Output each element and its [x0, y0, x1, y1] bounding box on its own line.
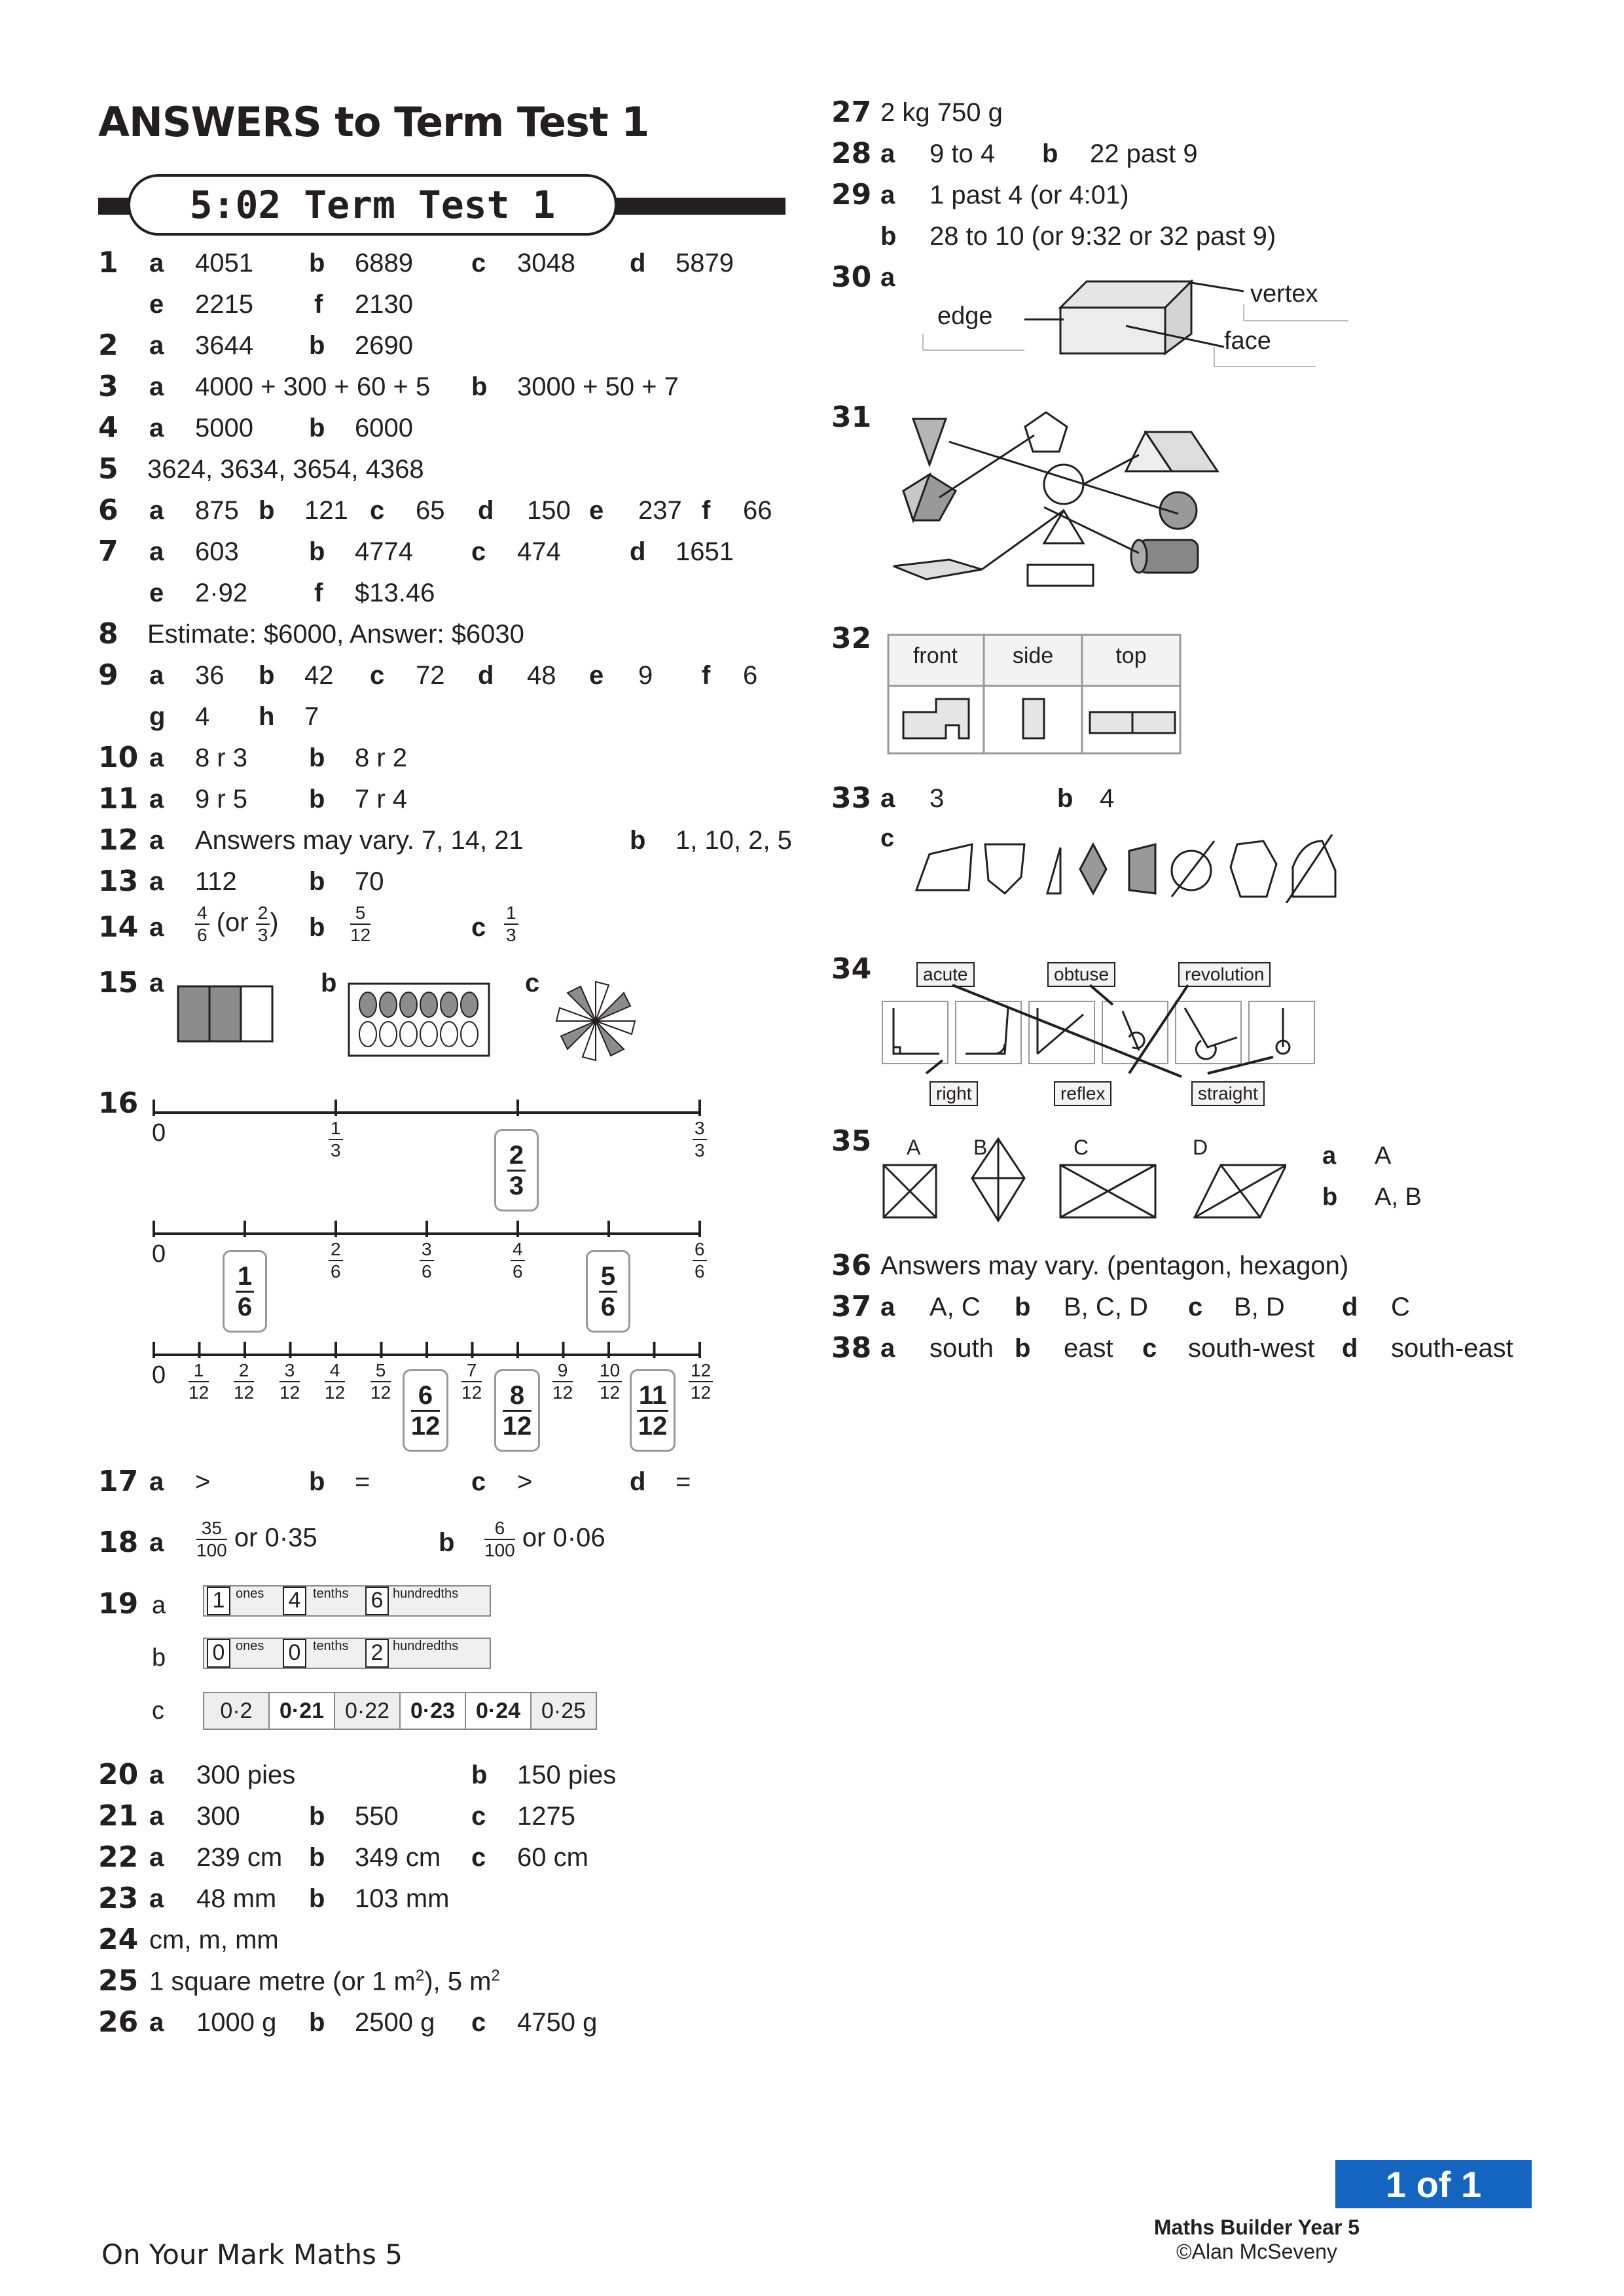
tick-label: $\frac{10}{12}$	[598, 1361, 622, 1402]
part-letter: b	[309, 1802, 325, 1831]
question-number: 34	[831, 952, 872, 986]
angle-tag: straight	[1191, 1081, 1265, 1106]
question-number: 10	[98, 741, 139, 774]
part-letter: e	[589, 496, 604, 525]
part-letter: a	[149, 537, 164, 566]
question-number: 30	[831, 260, 872, 294]
question-number: 25	[98, 1964, 139, 1998]
answer-value: 7	[304, 702, 319, 731]
answer-value: 3048	[517, 249, 575, 278]
question-number: 13	[98, 865, 139, 898]
quadrilateral-diagonals-diagram	[880, 1132, 1286, 1230]
sequence-cell: 0·22	[334, 1693, 400, 1729]
answer-value: 103 mm	[355, 1884, 450, 1913]
part-letter: c	[880, 825, 895, 852]
answer-fraction-box: $\frac{2}{3}$	[494, 1129, 539, 1211]
answer-value: 2215	[195, 290, 253, 319]
angle-tag: revolution	[1178, 962, 1271, 987]
part-letter: b	[1057, 784, 1074, 813]
answer-value	[350, 904, 370, 944]
sequence-cell: 0·21	[269, 1693, 334, 1729]
answer-value: cm, m, mm	[149, 1926, 279, 1954]
tick-label: $\frac{9}{12}$	[552, 1360, 573, 1403]
question-number: 38	[831, 1331, 872, 1365]
question-number: 9	[98, 658, 118, 692]
edge-label: edge	[937, 302, 993, 330]
part-letter: b	[439, 1528, 455, 1557]
part-letter: d	[630, 249, 646, 278]
part-letter: c	[152, 1697, 164, 1725]
tick-label: $\frac{4}{6}$	[511, 1240, 525, 1281]
question-number: 6	[98, 493, 118, 527]
digit-box: 2	[365, 1639, 389, 1668]
place-label: ones	[236, 1639, 264, 1653]
part-letter: a	[149, 414, 164, 442]
question-number: 36	[831, 1249, 872, 1282]
part-letter: a	[149, 1802, 164, 1831]
angle-tag: right	[929, 1081, 978, 1106]
question-number: 4	[98, 411, 118, 444]
question-number: 5	[98, 452, 118, 486]
answer-value: A	[1375, 1142, 1392, 1170]
question-number: 15	[98, 966, 139, 999]
part-letter: a	[149, 1528, 164, 1557]
answer-value: 3644	[195, 331, 253, 360]
view-header: top	[1115, 643, 1147, 668]
answer-value: 875	[195, 496, 239, 525]
answer-value: south	[929, 1334, 994, 1363]
angle-tag: acute	[916, 962, 975, 987]
answer-value: 9 r 5	[195, 785, 248, 814]
answer-value: 1651	[676, 537, 734, 566]
part-letter: d	[1342, 1293, 1358, 1321]
part-letter: a	[149, 913, 164, 942]
part-letter: b	[309, 744, 325, 772]
part-letter: a	[152, 1592, 166, 1619]
part-letter: a	[149, 661, 164, 690]
part-letter: c	[471, 1467, 486, 1496]
answer-value: A, B	[1375, 1183, 1422, 1211]
answer-fraction-box: $\frac{11}{12}$	[630, 1369, 676, 1452]
answer-value: 48	[527, 661, 556, 690]
part-letter: b	[1015, 1334, 1031, 1363]
answer-value: 4	[195, 702, 210, 731]
answer-value: 237	[638, 496, 682, 525]
vertex-label: vertex	[1250, 280, 1318, 308]
answer-value: 4	[1100, 784, 1115, 813]
page-title: ANSWERS to Term Test 1	[98, 98, 649, 146]
part-letter: b	[321, 969, 337, 997]
answer-value: =	[355, 1467, 370, 1496]
answer-value: $\frac{35}{100}$ or 0·35	[196, 1518, 317, 1560]
answer-value: 8 r 2	[355, 744, 408, 772]
part-letter: a	[149, 1884, 164, 1913]
place-value-row-a	[203, 1584, 491, 1618]
zero-label: 0	[152, 1119, 166, 1147]
part-letter: a	[1322, 1142, 1337, 1170]
digit-box: 6	[365, 1587, 389, 1615]
fraction-bar-diagram	[177, 985, 275, 1044]
part-letter: b	[309, 913, 325, 942]
tick-label: $\frac{1}{12}$	[189, 1360, 209, 1403]
part-letter: a	[880, 139, 895, 168]
answer-value: $\frac{6}{100}$ or 0·06	[484, 1518, 605, 1560]
answer-value: 3	[929, 784, 945, 813]
part-letter: a	[149, 867, 164, 896]
part-letter: c	[370, 496, 385, 525]
question-number: 23	[98, 1882, 139, 1915]
shape-label: D	[1193, 1136, 1208, 1159]
part-letter: b	[309, 1467, 325, 1496]
part-letter: b	[1042, 139, 1058, 168]
question-number: 3	[98, 370, 118, 403]
answer-value: 474	[517, 537, 561, 566]
part-letter: b	[309, 2008, 325, 2037]
part-letter: d	[630, 537, 646, 566]
part-letter: a	[880, 1293, 895, 1321]
part-letter: a	[149, 331, 164, 360]
tick-label: $\frac{7}{12}$	[461, 1360, 482, 1403]
answer-value: >	[195, 1467, 211, 1496]
part-letter: b	[309, 331, 325, 360]
answer-value: 9 to 4	[929, 139, 996, 168]
answer-value: 6	[743, 661, 758, 690]
answer-value: B, D	[1234, 1293, 1285, 1321]
part-letter: b	[630, 826, 646, 855]
answer-value: 2130	[355, 290, 413, 319]
part-letter: b	[309, 1843, 325, 1872]
answer-value: 6889	[355, 249, 413, 278]
tick-label: $\frac{3}{3}$	[693, 1119, 707, 1160]
answer-value: Estimate: $6000, Answer: $6030	[147, 620, 524, 649]
answer-value: 300 pies	[196, 1761, 296, 1789]
question-number: 11	[98, 782, 139, 816]
place-label: hundredths	[393, 1639, 459, 1653]
shape-label: C	[1074, 1136, 1089, 1159]
page-number-badge: 1 of 1	[1335, 2160, 1532, 2208]
answer-value: 1275	[517, 1802, 575, 1831]
part-letter: b	[152, 1644, 166, 1672]
series-name: On Your Mark Maths 5	[101, 2238, 403, 2270]
part-letter: d	[630, 1467, 646, 1496]
question-number: 18	[98, 1526, 139, 1559]
question-number: 2	[98, 329, 118, 362]
part-letter: b	[309, 537, 325, 566]
answer-value: 4774	[355, 537, 413, 566]
part-letter: b	[1015, 1293, 1031, 1321]
part-letter: h	[259, 702, 275, 731]
part-letter: b	[309, 867, 325, 896]
answer-fraction-box: $\frac{8}{12}$	[494, 1369, 540, 1452]
shape-label: A	[907, 1136, 921, 1159]
answer-fraction-box: $\frac{5}{6}$	[586, 1250, 630, 1333]
answer-value: 150	[527, 496, 571, 525]
answer-value: 121	[304, 496, 348, 525]
answer-value: 4051	[195, 249, 253, 278]
answer-value: 349 cm	[355, 1843, 441, 1872]
tick-label: $\frac{1}{3}$	[329, 1119, 343, 1160]
part-letter: b	[309, 249, 325, 278]
answer-value: >	[517, 1467, 533, 1496]
answer-value: 36	[195, 661, 225, 690]
fraction: $\frac{1}{3}$	[504, 904, 518, 944]
part-letter: c	[471, 1802, 486, 1831]
part-letter: b	[259, 661, 275, 690]
place-value-row-b	[203, 1636, 491, 1670]
answer-value: 4000 + 300 + 60 + 5	[195, 372, 431, 401]
answer-value: 3624, 3634, 3654, 4368	[147, 455, 424, 484]
pinwheel-diagram	[553, 978, 638, 1064]
answer-value: 150 pies	[517, 1761, 617, 1789]
part-letter: f	[702, 661, 711, 690]
part-letter: b	[309, 785, 325, 814]
answer-value: 70	[355, 867, 384, 896]
place-label: tenths	[313, 1639, 349, 1653]
answer-value: 48 mm	[196, 1884, 277, 1913]
cut-shapes-diagram	[910, 831, 1355, 903]
author-credit: ©Alan McSeveny	[1176, 2240, 1337, 2263]
shape-matching-diagram	[877, 406, 1283, 596]
view-header: side	[1012, 643, 1054, 668]
question-number: 19	[98, 1587, 139, 1621]
answer-value: 1 past 4 (or 4:01)	[929, 181, 1129, 209]
answer-value: =	[676, 1467, 691, 1496]
tick-label: $\frac{3}{12}$	[280, 1360, 300, 1403]
part-letter: a	[880, 263, 895, 292]
answer-value: 5000	[195, 414, 253, 442]
book-title: Maths Builder Year 5	[1153, 2215, 1360, 2239]
part-letter: a	[149, 1843, 164, 1872]
answer-value: 112	[195, 867, 237, 896]
part-letter: a	[880, 181, 895, 209]
sequence-cell: 0·24	[465, 1693, 531, 1729]
question-number: 16	[98, 1086, 139, 1120]
answer-value: south-east	[1391, 1334, 1513, 1363]
part-letter: c	[471, 2008, 486, 2037]
question-number: 24	[98, 1923, 139, 1956]
part-letter: d	[478, 661, 494, 690]
answer-value: 239 cm	[196, 1843, 283, 1872]
answer-value: south-west	[1188, 1334, 1315, 1363]
sequence-cell: 0·25	[531, 1693, 596, 1729]
question-number: 8	[98, 617, 118, 651]
answer-value: 28 to 10 (or 9:32 or 32 past 9)	[929, 222, 1276, 251]
question-number: 32	[831, 622, 872, 655]
part-letter: f	[314, 579, 323, 607]
part-letter: e	[149, 579, 164, 607]
part-letter: a	[149, 2008, 164, 2037]
answer-value: 4750 g	[517, 2008, 598, 2037]
question-number: 7	[98, 535, 118, 568]
answer-value: 9	[638, 661, 653, 690]
answer-value: 6000	[355, 414, 413, 442]
question-number: 17	[98, 1465, 139, 1498]
part-letter: f	[314, 290, 323, 319]
answer-value: 603	[195, 537, 239, 566]
part-letter: a	[880, 1334, 895, 1363]
face-label: face	[1224, 327, 1271, 355]
oval-array-diagram	[347, 982, 491, 1059]
views-table	[887, 634, 1182, 755]
answer-value: 2 kg 750 g	[880, 98, 1003, 127]
digit-box: 1	[207, 1587, 230, 1615]
sequence-cell: 0·23	[400, 1693, 465, 1729]
part-letter: b	[309, 414, 325, 442]
question-number: 33	[831, 781, 872, 815]
part-letter: a	[149, 785, 164, 814]
answer-value: C	[1391, 1293, 1410, 1321]
question-number: 14	[98, 910, 139, 944]
tick-label: $\frac{4}{12}$	[325, 1360, 346, 1403]
question-number: 20	[98, 1758, 139, 1791]
part-letter: a	[149, 372, 164, 401]
question-number: 26	[98, 2005, 139, 2039]
answer-value: 1000 g	[196, 2008, 277, 2037]
angle-tag: obtuse	[1047, 962, 1115, 987]
part-letter: b	[880, 222, 897, 251]
answer-value: 42	[304, 661, 334, 690]
answer-value: 550	[355, 1802, 399, 1831]
angle-matching-diagram	[880, 982, 1326, 1093]
answer-fraction-box: $\frac{1}{6}$	[223, 1250, 267, 1333]
answer-value: 2500 g	[355, 2008, 435, 2037]
digit-box: 0	[283, 1639, 306, 1668]
section-header	[98, 171, 785, 234]
digit-box: 0	[207, 1639, 230, 1668]
part-letter: g	[149, 702, 166, 731]
question-number: 29	[831, 178, 872, 211]
part-letter: c	[471, 1843, 486, 1872]
answer-value: east	[1064, 1334, 1113, 1363]
part-letter: e	[149, 290, 164, 319]
zero-label: 0	[152, 1361, 166, 1389]
answer-value: 8 r 3	[195, 744, 248, 772]
tick-label: $\frac{2}{12}$	[234, 1360, 255, 1403]
answer-value: B, C, D	[1064, 1293, 1148, 1321]
part-letter: c	[471, 913, 486, 942]
answer-value: $13.46	[355, 579, 435, 607]
part-letter: a	[149, 1467, 164, 1496]
tick-label: $\frac{3}{6}$	[420, 1240, 434, 1281]
tick-label: $\frac{6}{6}$	[693, 1240, 707, 1281]
answer-value: 1, 10, 2, 5	[676, 826, 792, 855]
answer-value: 5879	[676, 249, 734, 278]
answer-value: A, C	[929, 1293, 981, 1321]
question-number: 31	[831, 401, 872, 434]
part-letter: b	[309, 1884, 325, 1913]
book-credit	[1142, 2215, 1371, 2264]
answer-fraction-box: $\frac{6}{12}$	[403, 1369, 448, 1452]
question-number: 21	[98, 1799, 139, 1833]
part-letter: a	[880, 784, 895, 813]
part-letter: b	[1322, 1183, 1338, 1211]
part-letter: a	[149, 744, 164, 772]
answer-value: 1 square metre (or 1 $m^2$), 5 $m^2$	[149, 1967, 500, 1996]
question-number: 12	[98, 823, 139, 857]
part-letter: a	[149, 249, 164, 278]
answer-value	[504, 904, 518, 944]
part-letter: c	[370, 661, 385, 690]
answer-value: 60 cm	[517, 1843, 588, 1872]
answer-value: $\frac{4}{6}$ (or $\frac{2}{3}$ )	[195, 904, 279, 944]
place-label: ones	[236, 1587, 264, 1601]
answer-value: 2690	[355, 331, 413, 360]
part-letter: c	[471, 249, 486, 278]
digit-box: 4	[283, 1587, 306, 1615]
shape-label: B	[973, 1136, 988, 1159]
question-number: 28	[831, 137, 872, 170]
fraction: $\frac{2}{3}$	[256, 904, 270, 944]
place-label: tenths	[313, 1587, 349, 1601]
answer-value: 7 r 4	[355, 785, 408, 814]
fraction: $\frac{4}{6}$	[195, 904, 209, 944]
part-letter: d	[1342, 1334, 1358, 1363]
part-letter: c	[1142, 1334, 1157, 1363]
question-number: 22	[98, 1840, 139, 1874]
part-letter: a	[149, 496, 164, 525]
answer-value: 72	[416, 661, 445, 690]
part-letter: b	[471, 372, 488, 401]
part-letter: c	[471, 537, 486, 566]
question-number: 1	[98, 246, 118, 279]
tick-label: $\frac{5}{12}$	[370, 1360, 391, 1403]
tick-label: $\frac{12}{12}$	[689, 1361, 713, 1402]
part-letter: d	[478, 496, 494, 525]
part-letter: b	[471, 1761, 488, 1789]
part-letter: f	[702, 496, 711, 525]
decimal-sequence-table	[203, 1692, 597, 1730]
answer-value: 66	[743, 496, 772, 525]
part-letter: a	[149, 1761, 164, 1789]
zero-label: 0	[152, 1240, 166, 1268]
tick-label: $\frac{2}{6}$	[329, 1240, 343, 1281]
part-letter: b	[259, 496, 275, 525]
answer-value: 22 past 9	[1090, 139, 1198, 168]
answer-value: 2·92	[195, 579, 248, 607]
view-header: front	[912, 643, 958, 668]
question-number: 27	[831, 96, 872, 129]
part-letter: a	[149, 826, 164, 855]
answer-value: 3000 + 50 + 7	[517, 372, 679, 401]
section-title: 5:02 Term Test 1	[128, 174, 617, 236]
answer-value: 65	[416, 496, 445, 525]
answer-value: Answers may vary. 7, 14, 21	[195, 826, 524, 855]
answer-value: Answers may vary. (pentagon, hexagon)	[880, 1251, 1349, 1280]
part-letter: c	[525, 969, 540, 997]
fraction: $\frac{5}{12}$	[350, 903, 371, 945]
part-letter: a	[149, 969, 164, 997]
sequence-cell: 0·2	[204, 1693, 269, 1729]
part-letter: e	[589, 661, 604, 690]
part-letter: c	[1188, 1293, 1203, 1321]
place-label: hundredths	[393, 1587, 459, 1601]
answer-value: 300	[196, 1802, 240, 1831]
angle-tag: reflex	[1054, 1081, 1111, 1106]
question-number: 35	[831, 1124, 872, 1158]
question-number: 37	[831, 1290, 872, 1323]
